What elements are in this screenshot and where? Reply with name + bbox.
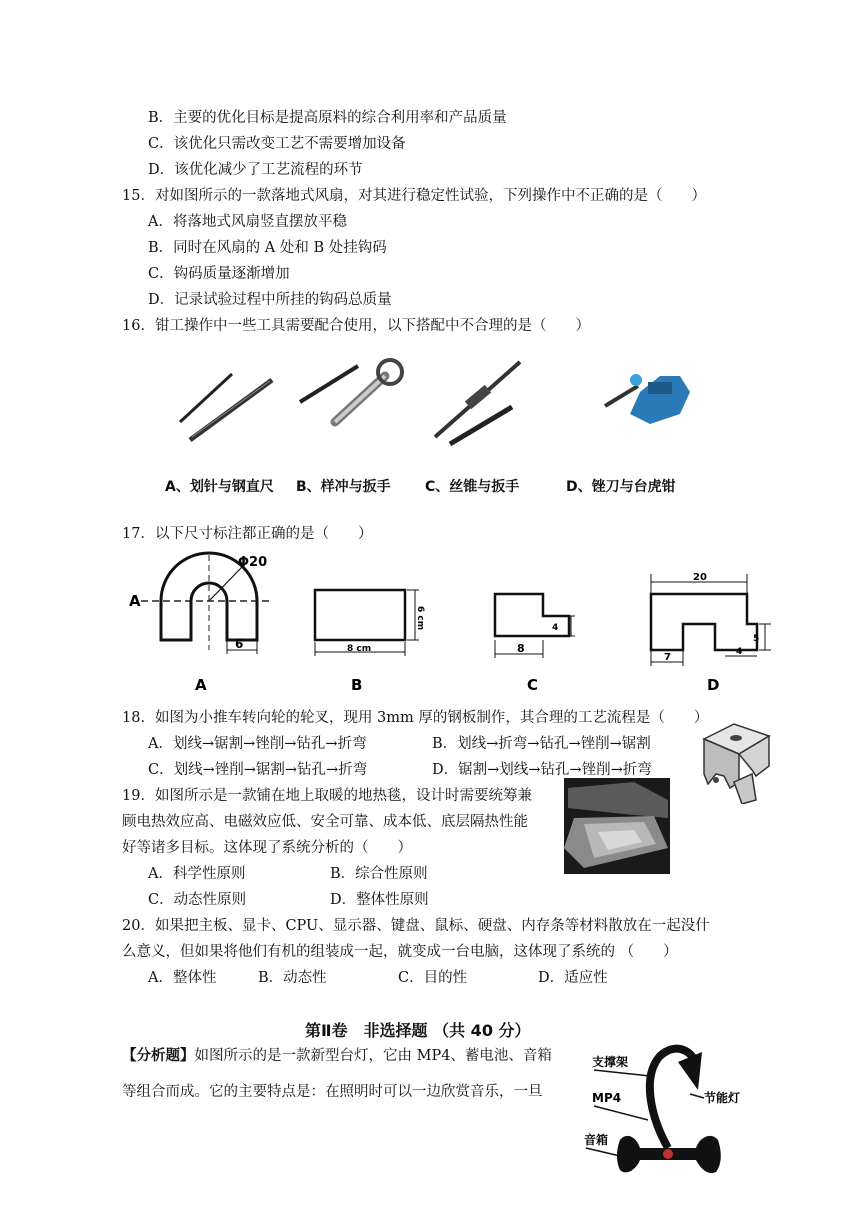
- q20-option-c: C．目的性: [398, 970, 468, 986]
- drawing-d-right-label: 4: [736, 647, 743, 657]
- drawing-a-axis-label: A: [129, 592, 141, 610]
- q19-option-a: A．科学性原则: [148, 866, 246, 882]
- drawing-b-width-label: 8 cm: [347, 644, 372, 654]
- lamp-label-speaker: 音箱: [584, 1133, 609, 1147]
- wheel-fork-image: [694, 714, 776, 804]
- drawing-b-letter: B: [351, 676, 363, 694]
- q19-option-d: D．整体性原则: [330, 892, 429, 908]
- q17-stem: 17．以下尺寸标注都正确的是（ ）: [122, 526, 373, 542]
- analysis-line2: 等组合而成。它的主要特点是：在照明时可以一边欣赏音乐，一旦: [122, 1084, 543, 1100]
- drawing-c-width-label: 8: [517, 642, 525, 655]
- q15-stem: 15．对如图所示的一款落地式风扇，对其进行稳定性试验，下列操作中不正确的是（ ）: [122, 188, 706, 204]
- q16-caption-b: B、样冲与扳手: [296, 479, 391, 495]
- desk-lamp-image: [580, 1036, 760, 1176]
- q20-option-d: D．适应性: [538, 970, 608, 986]
- heating-carpet-photo: [564, 778, 670, 874]
- q15-option-a: A．将落地式风扇竖直摆放平稳: [148, 214, 347, 230]
- q18-stem: 18．如图为小推车转向轮的轮叉，现用 3mm 厚的钢板制作，其合理的工艺流程是（ ）: [122, 710, 709, 726]
- drawing-d: [651, 572, 771, 694]
- scriber-and-ruler-image: [180, 374, 272, 440]
- lamp-label-mp4: MP4: [592, 1091, 622, 1105]
- q19-stem-line1: 19．如图所示是一款铺在地上取暖的地热毯，设计时需要统筹兼: [122, 788, 532, 804]
- q14-option-d: D．该优化减少了工艺流程的环节: [148, 162, 363, 178]
- drawing-b-height-label: 6 cm: [415, 606, 425, 631]
- q15-option-d: D．记录试验过程中所挂的钩码总质量: [148, 292, 392, 308]
- file-and-vise-image: [605, 374, 690, 424]
- drawing-a-letter: A: [195, 676, 207, 694]
- tap-and-wrench-image: [435, 362, 520, 444]
- q18-option-c: C．划线→锉削→锯割→钻孔→折弯: [148, 762, 368, 778]
- analysis-line1: [122, 1046, 552, 1066]
- lamp-label-support: 支撑架: [592, 1055, 629, 1069]
- lamp-label-energy-saving: 节能灯: [704, 1091, 741, 1105]
- q20-stem-line1: 20．如果把主板、显卡、CPU、显示器、键盘、鼠标、硬盘、内存条等材料散放在一起没什: [122, 918, 710, 934]
- q18-option-d: D．锯割→划线→钻孔→锉削→折弯: [432, 762, 652, 778]
- q20-option-a: A．整体性: [148, 970, 217, 986]
- q19-option-c: C．动态性原则: [148, 892, 247, 908]
- drawing-d-top-label: 20: [693, 572, 707, 583]
- drawing-d-letter: D: [707, 676, 720, 694]
- q15-option-c: C．钩码质量逐渐增加: [148, 266, 290, 282]
- q16-stem: 16．钳工操作中一些工具需要配合使用，以下搭配中不合理的是（ ）: [122, 318, 590, 334]
- analysis-text-1: 如图所示的是一款新型台灯，它由 MP4、蓄电池、音箱: [194, 1048, 552, 1064]
- q14-option-b: B．主要的优化目标是提高原料的综合利用率和产品质量: [148, 110, 507, 126]
- drawing-a: [129, 553, 270, 694]
- drawing-d-left-label: 7: [664, 652, 671, 663]
- q19-stem-line3: 好等诸多目标。这体现了系统分析的（ ）: [122, 840, 412, 856]
- drawing-b: [315, 590, 425, 694]
- dimension-drawings: [125, 550, 775, 698]
- q16-caption-d: D、锉刀与台虎钳: [566, 479, 676, 495]
- q20-option-b: B．动态性: [258, 970, 327, 986]
- drawing-a-phi-label: Φ20: [238, 555, 268, 570]
- q14-option-c: C．该优化只需改变工艺不需要增加设备: [148, 136, 406, 152]
- q19-stem-line2: 顾电热效应高、电磁效应低、安全可靠、成本低、底层隔热性能: [122, 814, 528, 830]
- q20-stem-line2: 么意义，但如果将他们有机的组装成一起，就变成一台电脑，这体现了系统的 （ ）: [122, 944, 678, 960]
- q16-caption-a: A、划针与钢直尺: [165, 479, 274, 495]
- punch-and-wrench-image: [300, 360, 402, 422]
- drawing-c-letter: C: [527, 676, 539, 694]
- drawing-a-six-label: 6: [235, 637, 244, 651]
- drawing-c: [495, 594, 575, 694]
- part2-title: 第Ⅱ卷 非选择题 （共 40 分）: [305, 1021, 531, 1040]
- drawing-d-height-label: 5: [753, 634, 760, 644]
- q15-option-b: B．同时在风扇的 A 处和 B 处挂钩码: [148, 240, 387, 256]
- tool-images: [160, 352, 720, 462]
- analysis-tag: 【分析题】: [122, 1047, 195, 1064]
- q16-caption-c: C、丝锥与扳手: [425, 479, 520, 495]
- drawing-c-small-label: 4: [552, 623, 559, 633]
- q18-option-b: B．划线→折弯→钻孔→锉削→锯割: [432, 736, 651, 752]
- q19-option-b: B．综合性原则: [330, 866, 428, 882]
- q18-option-a: A．划线→锯割→锉削→钻孔→折弯: [148, 736, 367, 752]
